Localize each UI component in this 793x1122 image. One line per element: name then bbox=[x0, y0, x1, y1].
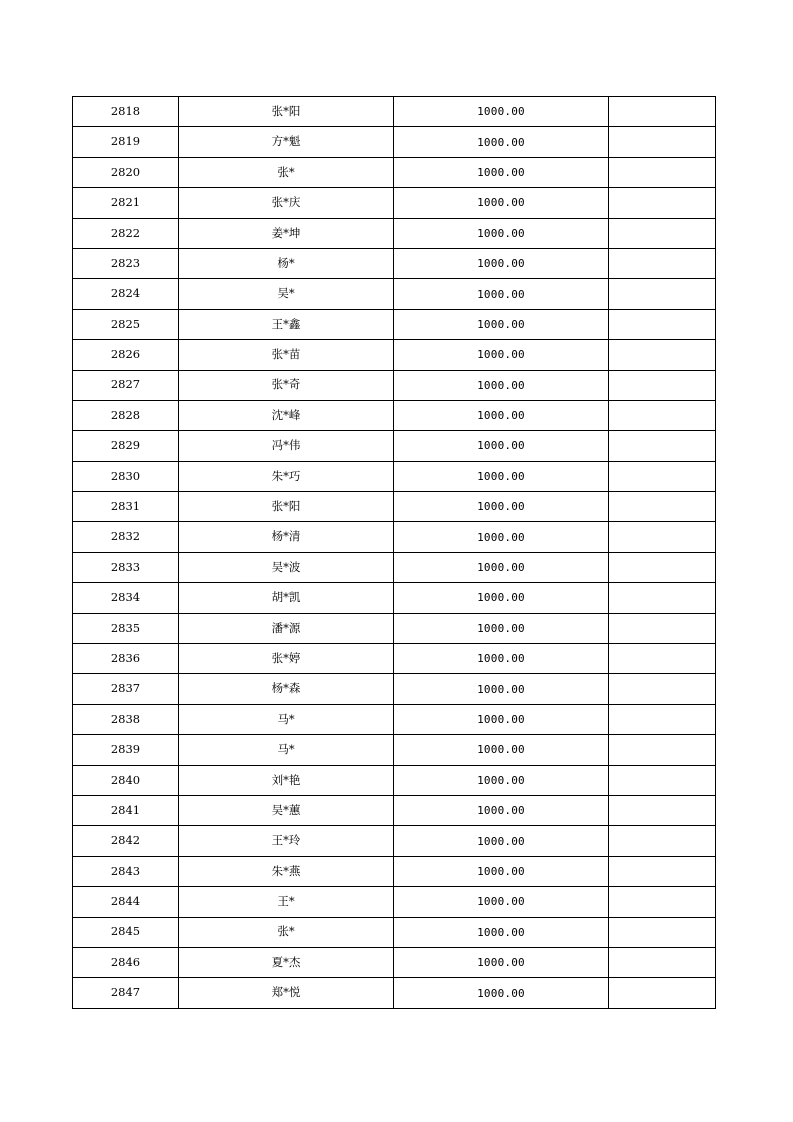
name-cell: 吴*蕙 bbox=[179, 795, 394, 825]
amount-cell: 1000.00 bbox=[394, 552, 609, 582]
note-cell bbox=[609, 97, 716, 127]
name-cell: 沈*峰 bbox=[179, 400, 394, 430]
seq-cell: 2822 bbox=[73, 218, 179, 248]
table-row bbox=[73, 917, 716, 947]
seq-cell: 2839 bbox=[73, 735, 179, 765]
note-cell bbox=[609, 218, 716, 248]
name-cell: 王*玲 bbox=[179, 826, 394, 856]
note-cell bbox=[609, 978, 716, 1008]
seq-cell: 2818 bbox=[73, 97, 179, 127]
table-row bbox=[73, 248, 716, 278]
table-row bbox=[73, 552, 716, 582]
seq-cell: 2829 bbox=[73, 431, 179, 461]
table-row bbox=[73, 492, 716, 522]
table-row bbox=[73, 887, 716, 917]
note-cell bbox=[609, 856, 716, 886]
name-cell: 王*鑫 bbox=[179, 309, 394, 339]
amount-cell: 1000.00 bbox=[394, 248, 609, 278]
note-cell bbox=[609, 248, 716, 278]
seq-cell: 2832 bbox=[73, 522, 179, 552]
name-cell: 冯*伟 bbox=[179, 431, 394, 461]
name-cell: 张*阳 bbox=[179, 492, 394, 522]
seq-cell: 2845 bbox=[73, 917, 179, 947]
note-cell bbox=[609, 826, 716, 856]
seq-cell: 2825 bbox=[73, 309, 179, 339]
seq-cell: 2827 bbox=[73, 370, 179, 400]
seq-cell: 2834 bbox=[73, 583, 179, 613]
note-cell bbox=[609, 644, 716, 674]
table-row bbox=[73, 97, 716, 127]
seq-cell: 2823 bbox=[73, 248, 179, 278]
amount-cell: 1000.00 bbox=[394, 978, 609, 1008]
amount-cell: 1000.00 bbox=[394, 188, 609, 218]
table-row bbox=[73, 522, 716, 552]
name-cell: 张*庆 bbox=[179, 188, 394, 218]
name-cell: 夏*杰 bbox=[179, 947, 394, 977]
table-row bbox=[73, 583, 716, 613]
amount-cell: 1000.00 bbox=[394, 127, 609, 157]
table-row bbox=[73, 461, 716, 491]
name-cell: 马* bbox=[179, 735, 394, 765]
name-cell: 胡*凯 bbox=[179, 583, 394, 613]
note-cell bbox=[609, 188, 716, 218]
amount-cell: 1000.00 bbox=[394, 279, 609, 309]
amount-cell: 1000.00 bbox=[394, 522, 609, 552]
table-row bbox=[73, 431, 716, 461]
amount-cell: 1000.00 bbox=[394, 583, 609, 613]
seq-cell: 2833 bbox=[73, 552, 179, 582]
table-row bbox=[73, 309, 716, 339]
seq-cell: 2840 bbox=[73, 765, 179, 795]
table-row bbox=[73, 127, 716, 157]
seq-cell: 2819 bbox=[73, 127, 179, 157]
note-cell bbox=[609, 340, 716, 370]
note-cell bbox=[609, 157, 716, 187]
seq-cell: 2828 bbox=[73, 400, 179, 430]
name-cell: 吴*波 bbox=[179, 552, 394, 582]
table-row bbox=[73, 188, 716, 218]
seq-cell: 2821 bbox=[73, 188, 179, 218]
seq-cell: 2838 bbox=[73, 704, 179, 734]
table-row bbox=[73, 340, 716, 370]
name-cell: 刘*艳 bbox=[179, 765, 394, 795]
table-row bbox=[73, 644, 716, 674]
note-cell bbox=[609, 522, 716, 552]
name-cell: 张*奇 bbox=[179, 370, 394, 400]
note-cell bbox=[609, 613, 716, 643]
amount-cell: 1000.00 bbox=[394, 826, 609, 856]
seq-cell: 2831 bbox=[73, 492, 179, 522]
table-row bbox=[73, 279, 716, 309]
table-row bbox=[73, 826, 716, 856]
amount-cell: 1000.00 bbox=[394, 340, 609, 370]
seq-cell: 2824 bbox=[73, 279, 179, 309]
amount-cell: 1000.00 bbox=[394, 917, 609, 947]
seq-cell: 2844 bbox=[73, 887, 179, 917]
note-cell bbox=[609, 583, 716, 613]
table-row bbox=[73, 704, 716, 734]
payment-list bbox=[72, 96, 715, 1009]
amount-cell: 1000.00 bbox=[394, 947, 609, 977]
note-cell bbox=[609, 370, 716, 400]
seq-cell: 2846 bbox=[73, 947, 179, 977]
name-cell: 郑*悦 bbox=[179, 978, 394, 1008]
amount-cell: 1000.00 bbox=[394, 887, 609, 917]
note-cell bbox=[609, 735, 716, 765]
amount-cell: 1000.00 bbox=[394, 644, 609, 674]
note-cell bbox=[609, 795, 716, 825]
amount-cell: 1000.00 bbox=[394, 157, 609, 187]
note-cell bbox=[609, 492, 716, 522]
table-row bbox=[73, 795, 716, 825]
note-cell bbox=[609, 461, 716, 491]
table-row bbox=[73, 735, 716, 765]
name-cell: 吴* bbox=[179, 279, 394, 309]
table-row bbox=[73, 400, 716, 430]
name-cell: 杨*森 bbox=[179, 674, 394, 704]
amount-cell: 1000.00 bbox=[394, 431, 609, 461]
note-cell bbox=[609, 704, 716, 734]
amount-cell: 1000.00 bbox=[394, 400, 609, 430]
seq-cell: 2820 bbox=[73, 157, 179, 187]
name-cell: 杨*清 bbox=[179, 522, 394, 552]
seq-cell: 2843 bbox=[73, 856, 179, 886]
table-row bbox=[73, 856, 716, 886]
name-cell: 姜*坤 bbox=[179, 218, 394, 248]
name-cell: 张* bbox=[179, 917, 394, 947]
name-cell: 方*魁 bbox=[179, 127, 394, 157]
amount-cell: 1000.00 bbox=[394, 309, 609, 339]
amount-cell: 1000.00 bbox=[394, 370, 609, 400]
amount-cell: 1000.00 bbox=[394, 613, 609, 643]
note-cell bbox=[609, 279, 716, 309]
table-row bbox=[73, 370, 716, 400]
name-cell: 朱*巧 bbox=[179, 461, 394, 491]
seq-cell: 2847 bbox=[73, 978, 179, 1008]
note-cell bbox=[609, 431, 716, 461]
seq-cell: 2841 bbox=[73, 795, 179, 825]
seq-cell: 2835 bbox=[73, 613, 179, 643]
name-cell: 马* bbox=[179, 704, 394, 734]
note-cell bbox=[609, 127, 716, 157]
amount-cell: 1000.00 bbox=[394, 704, 609, 734]
note-cell bbox=[609, 309, 716, 339]
amount-cell: 1000.00 bbox=[394, 218, 609, 248]
seq-cell: 2842 bbox=[73, 826, 179, 856]
table-body bbox=[73, 97, 716, 1009]
note-cell bbox=[609, 674, 716, 704]
amount-cell: 1000.00 bbox=[394, 674, 609, 704]
name-cell: 张* bbox=[179, 157, 394, 187]
payment-table bbox=[72, 96, 716, 1009]
table-row bbox=[73, 947, 716, 977]
name-cell: 王* bbox=[179, 887, 394, 917]
table-row bbox=[73, 218, 716, 248]
amount-cell: 1000.00 bbox=[394, 856, 609, 886]
table-row bbox=[73, 157, 716, 187]
note-cell bbox=[609, 887, 716, 917]
note-cell bbox=[609, 765, 716, 795]
note-cell bbox=[609, 917, 716, 947]
name-cell: 张*阳 bbox=[179, 97, 394, 127]
seq-cell: 2826 bbox=[73, 340, 179, 370]
amount-cell: 1000.00 bbox=[394, 795, 609, 825]
name-cell: 张*婷 bbox=[179, 644, 394, 674]
name-cell: 朱*燕 bbox=[179, 856, 394, 886]
seq-cell: 2836 bbox=[73, 644, 179, 674]
amount-cell: 1000.00 bbox=[394, 765, 609, 795]
amount-cell: 1000.00 bbox=[394, 492, 609, 522]
note-cell bbox=[609, 552, 716, 582]
amount-cell: 1000.00 bbox=[394, 97, 609, 127]
name-cell: 潘*源 bbox=[179, 613, 394, 643]
name-cell: 杨* bbox=[179, 248, 394, 278]
table-row bbox=[73, 613, 716, 643]
table-row bbox=[73, 765, 716, 795]
seq-cell: 2837 bbox=[73, 674, 179, 704]
table-row bbox=[73, 674, 716, 704]
seq-cell: 2830 bbox=[73, 461, 179, 491]
note-cell bbox=[609, 400, 716, 430]
table-row bbox=[73, 978, 716, 1008]
amount-cell: 1000.00 bbox=[394, 735, 609, 765]
note-cell bbox=[609, 947, 716, 977]
name-cell: 张*苗 bbox=[179, 340, 394, 370]
amount-cell: 1000.00 bbox=[394, 461, 609, 491]
